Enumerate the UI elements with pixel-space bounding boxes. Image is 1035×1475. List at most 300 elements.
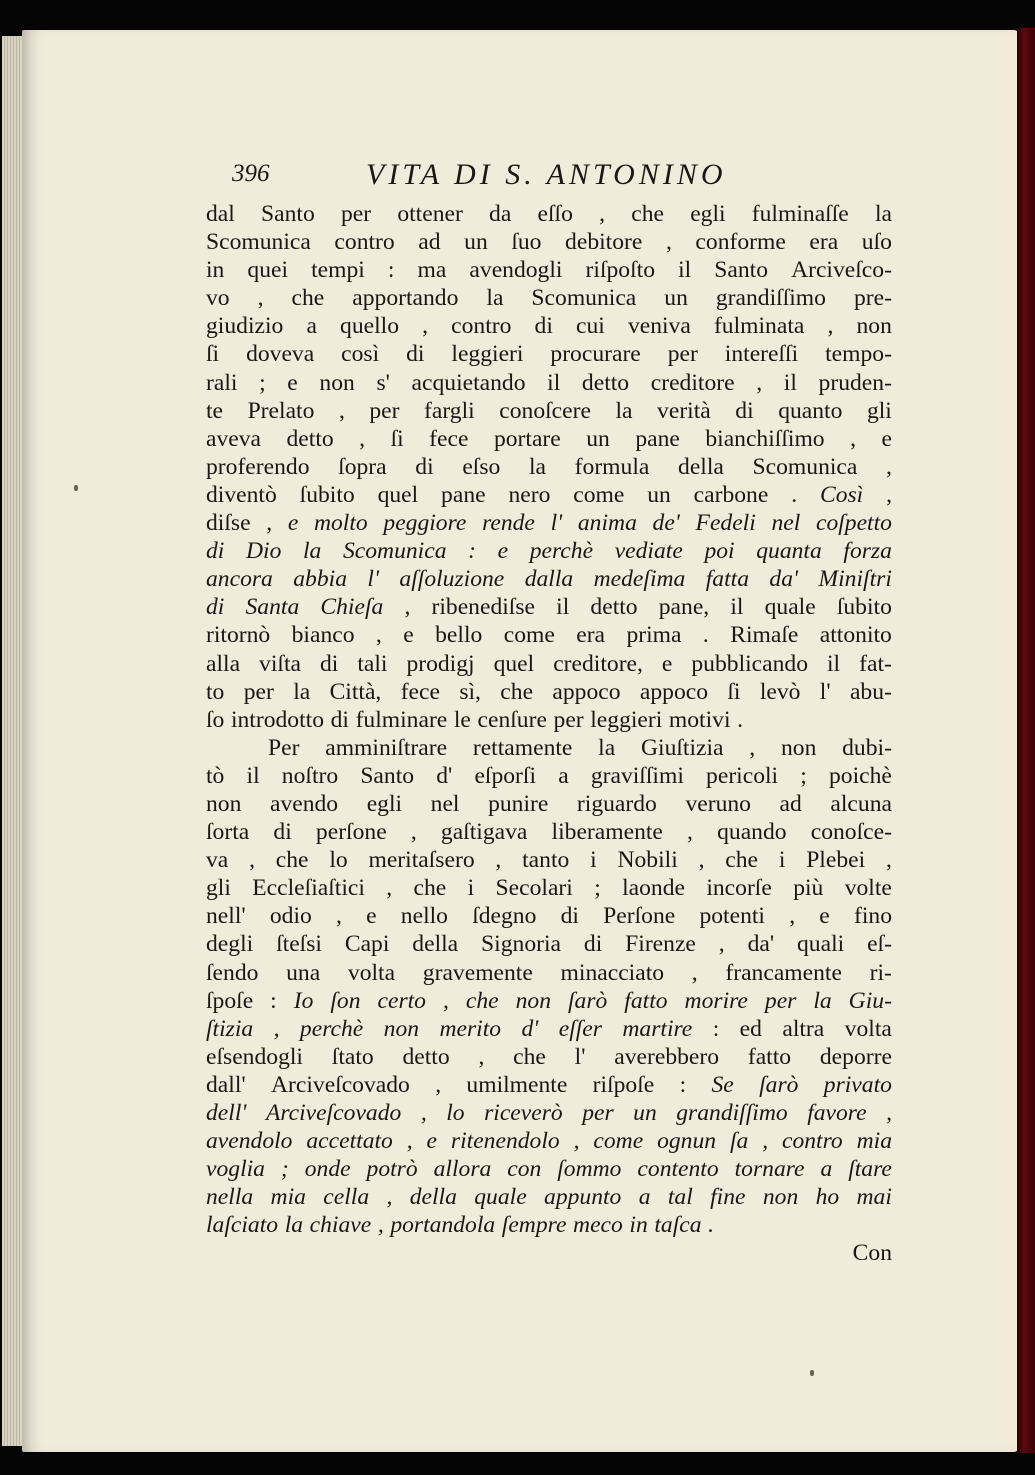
word: Plebei — [806, 847, 866, 874]
word: eſ- — [867, 931, 892, 958]
word: da' — [747, 931, 775, 958]
page-header — [232, 158, 832, 194]
word: carbone — [693, 481, 769, 508]
word: ed — [739, 1015, 762, 1042]
running-title: VITA DI S. ANTONINO — [366, 158, 727, 191]
word: contento — [637, 1156, 719, 1183]
word: quali — [797, 931, 845, 958]
word: mia — [856, 1128, 892, 1155]
word: rettamente — [472, 734, 573, 761]
word: fatta — [705, 566, 750, 593]
word: giudizio — [206, 313, 284, 340]
word: liberamente — [551, 819, 663, 846]
word: : — [712, 1015, 720, 1042]
word: Io — [293, 987, 314, 1014]
word: anima — [577, 510, 637, 537]
word: ſa — [729, 1128, 749, 1155]
word: ottener — [397, 201, 463, 227]
word: e — [497, 538, 509, 565]
word: nella — [206, 1184, 254, 1211]
word: era — [576, 622, 606, 649]
word: aſſoluzione — [399, 566, 505, 593]
word: e — [881, 425, 892, 452]
word: allora — [433, 1156, 492, 1183]
text-line — [206, 369, 892, 397]
word: acquietando — [411, 369, 526, 396]
word: , — [495, 847, 502, 874]
word: per — [553, 706, 584, 733]
word: i — [590, 847, 597, 874]
word: . — [708, 1212, 715, 1239]
word: viſta — [259, 650, 301, 677]
word: avendolo — [206, 1128, 293, 1155]
word: francamente — [725, 959, 842, 986]
word: che — [500, 678, 534, 705]
word: eſporſi — [474, 762, 537, 789]
word: , — [698, 847, 705, 874]
word: e — [287, 369, 298, 396]
word: , — [827, 313, 834, 340]
word: creditore, — [553, 650, 643, 677]
text-line — [206, 874, 892, 902]
text-line — [206, 565, 892, 593]
word: la — [303, 538, 322, 565]
word: tempi — [311, 257, 365, 284]
word: un — [647, 481, 671, 508]
word: ſubito — [836, 594, 892, 621]
text-line — [206, 397, 892, 425]
word: chiave — [309, 1212, 372, 1239]
word: , — [599, 201, 606, 227]
catchword: Con — [852, 1240, 892, 1267]
word: ſubito — [299, 481, 355, 508]
word: Se — [711, 1071, 734, 1098]
word: non — [383, 1015, 420, 1042]
word: il — [556, 594, 570, 621]
word: , — [478, 1043, 485, 1070]
word: Secolari — [495, 875, 573, 902]
word: morire — [684, 987, 748, 1014]
word: a — [638, 1184, 651, 1211]
word: amminiſtrare — [325, 734, 448, 761]
word: Firenze — [625, 931, 696, 958]
word: , — [718, 931, 725, 958]
word: ; — [594, 875, 601, 902]
word: pane — [441, 481, 486, 508]
word: Arciveſcovado — [270, 1071, 410, 1098]
word: , — [359, 425, 366, 452]
text-line — [206, 762, 892, 790]
word: medeſima — [593, 566, 686, 593]
word: ſtizia — [206, 1015, 254, 1042]
word: della — [412, 931, 459, 958]
word: Signoria — [481, 931, 561, 958]
word: e — [366, 903, 377, 930]
word: quanta — [756, 538, 822, 565]
word: minacciato — [560, 959, 665, 986]
word: tali — [357, 650, 388, 677]
word: Rimaſe — [730, 622, 799, 649]
word: ſtare — [848, 1156, 892, 1183]
word: Città, — [329, 678, 382, 705]
word: ritenendolo — [450, 1128, 560, 1155]
word: privato — [823, 1071, 892, 1098]
word: il — [678, 257, 692, 284]
word: bianco — [291, 622, 355, 649]
word: era — [809, 229, 839, 256]
word: , — [410, 819, 417, 846]
word: che — [275, 847, 309, 874]
word: alcuna — [830, 790, 892, 817]
word: e — [426, 1128, 438, 1155]
word: fece — [429, 425, 469, 452]
word: quale — [764, 594, 816, 621]
word: fulminata — [713, 313, 805, 340]
word: conoſcere — [499, 397, 591, 424]
word: vo — [206, 285, 230, 312]
word: Fedeli — [695, 510, 756, 537]
word: con — [507, 1156, 542, 1183]
word: un — [586, 425, 610, 452]
text-line — [206, 902, 892, 930]
word: Arciveſcovado — [265, 1100, 402, 1126]
word: pane — [635, 425, 680, 452]
word: favore — [807, 1100, 867, 1126]
text-line — [206, 228, 892, 256]
word: Scomunica — [752, 453, 858, 480]
word: nell' — [206, 903, 246, 930]
word: abu- — [849, 678, 892, 705]
word: , — [442, 987, 449, 1014]
text-line — [206, 818, 892, 846]
word: diſse — [206, 510, 251, 537]
word: laſciato — [206, 1212, 279, 1239]
word: : — [270, 987, 277, 1014]
word: appunto — [544, 1184, 622, 1211]
word: peggiore — [383, 510, 467, 537]
word: di — [560, 903, 579, 930]
word: dal — [206, 201, 235, 227]
word: di — [319, 650, 339, 677]
word: molto — [313, 510, 368, 537]
text-line — [206, 959, 892, 987]
word: Capi — [344, 931, 390, 958]
word: , — [266, 510, 273, 537]
word: riſpoſe — [592, 1071, 655, 1098]
word: intereſſi — [724, 341, 799, 368]
word: , — [749, 734, 756, 761]
text-line — [206, 509, 892, 537]
word: cenſure — [477, 706, 547, 733]
body-text — [206, 200, 892, 1268]
word: e — [819, 903, 830, 930]
word: Nobili — [617, 847, 678, 874]
word: ſi — [390, 425, 404, 452]
word: le — [453, 706, 471, 733]
word: Scomunica — [531, 285, 637, 312]
word: grandiſſimo — [676, 1100, 788, 1126]
word: di — [273, 819, 292, 846]
word: fece — [400, 678, 440, 705]
text-line — [206, 200, 892, 228]
word: nel — [771, 510, 801, 537]
word: della — [678, 453, 724, 480]
word: meco — [573, 1212, 623, 1239]
word: Miniſtri — [818, 566, 892, 593]
word: ma — [417, 257, 447, 284]
word: . — [702, 622, 709, 649]
text-line — [206, 340, 892, 368]
text-line — [206, 1183, 892, 1211]
word: in — [629, 1212, 648, 1239]
word: perchè — [529, 538, 594, 565]
word: rali — [206, 369, 238, 396]
word: , — [406, 1128, 413, 1155]
word: di — [406, 341, 425, 368]
word: Arciveſco- — [791, 257, 892, 284]
word: fino — [853, 903, 892, 930]
word: di — [415, 453, 434, 480]
word: , — [886, 481, 892, 508]
page-number: 396 — [232, 160, 270, 187]
word: Dio — [245, 538, 282, 565]
word: per — [764, 987, 797, 1014]
word: doveva — [246, 341, 315, 368]
word: il — [827, 650, 841, 677]
word: taſca — [654, 1212, 702, 1239]
word: Scomunica — [206, 229, 311, 256]
word: l' — [367, 566, 380, 593]
word: non — [515, 987, 551, 1014]
word: che — [631, 201, 664, 227]
word: quel — [493, 650, 535, 677]
word: ad — [418, 229, 441, 256]
word: come — [593, 1128, 644, 1155]
word: di — [534, 313, 553, 340]
word: che — [513, 1043, 546, 1070]
word: per — [243, 678, 274, 705]
word: Giu- — [848, 987, 892, 1014]
word: . — [791, 481, 798, 508]
word: che — [291, 285, 325, 312]
word: attonito — [819, 622, 892, 649]
word: Perſone — [603, 903, 676, 930]
word: , — [762, 1128, 769, 1155]
word: a — [558, 762, 569, 789]
word: averebbero — [614, 1043, 720, 1070]
text-line — [206, 256, 892, 284]
word: , — [273, 1015, 280, 1042]
word: tempo- — [825, 341, 892, 368]
word: quei — [247, 257, 289, 284]
word: che — [413, 875, 447, 902]
word: motivi — [668, 706, 731, 733]
word: gli — [206, 875, 231, 902]
word: d' — [521, 1015, 539, 1042]
word: , — [386, 1184, 393, 1211]
text-line — [206, 734, 892, 762]
word: s' — [376, 369, 390, 396]
text-line — [206, 678, 892, 706]
word: l' — [819, 678, 831, 705]
text-line — [206, 1015, 892, 1043]
word: ancora — [206, 566, 273, 593]
word: ſo — [206, 706, 225, 733]
word: nero — [508, 481, 551, 508]
word: mia — [270, 1184, 306, 1211]
word: ſi — [727, 678, 741, 705]
text-line — [206, 312, 892, 340]
word: introdotto — [230, 706, 325, 733]
text-line — [206, 1099, 892, 1127]
word: a — [306, 313, 317, 340]
word: eſſo — [537, 201, 573, 227]
word: ribenediſse — [431, 594, 536, 621]
page-edges — [2, 36, 24, 1446]
word: il — [246, 762, 260, 789]
word: Chieſa — [320, 594, 384, 621]
word: poi — [704, 538, 735, 565]
word: avendo — [269, 790, 339, 817]
word: , — [338, 397, 345, 424]
word: Per — [268, 734, 300, 761]
word: dubi- — [842, 734, 892, 761]
text-line — [206, 284, 892, 312]
word: il — [547, 369, 561, 396]
word: potenti — [699, 903, 765, 930]
word: altra — [782, 1015, 825, 1042]
word: ſempre — [501, 1212, 567, 1239]
ink-speck — [810, 1370, 814, 1376]
word: detto — [581, 369, 630, 396]
word: avendogli — [469, 257, 563, 284]
word: detto — [286, 425, 334, 452]
word: de' — [652, 510, 680, 537]
word: , — [691, 959, 698, 986]
word: nello — [400, 903, 448, 930]
word: la — [528, 453, 547, 480]
word: veniva — [627, 313, 691, 340]
word: e — [661, 650, 673, 677]
word: riceverò — [484, 1100, 563, 1126]
text-line — [206, 425, 892, 453]
word: , — [756, 369, 763, 396]
word: proferendo — [206, 453, 310, 480]
word: accettato — [306, 1128, 393, 1155]
word: nel — [430, 790, 460, 817]
word: prodigj — [406, 650, 475, 677]
word: verità — [657, 397, 711, 424]
word: egli — [690, 201, 726, 227]
word: : — [387, 257, 395, 284]
word: portare — [493, 425, 561, 452]
word: to — [206, 678, 225, 705]
word: d' — [436, 762, 453, 789]
word: voglia — [206, 1156, 265, 1183]
word: uſo — [861, 229, 892, 256]
text-line — [206, 846, 892, 874]
word: contro — [334, 229, 395, 256]
word: l' — [550, 510, 563, 537]
word: debitore — [565, 229, 643, 256]
word: potrò — [366, 1156, 418, 1183]
word: ho — [815, 1184, 840, 1211]
word: volte — [844, 875, 892, 902]
word: te — [206, 397, 224, 424]
word: ſteſsi — [276, 931, 322, 958]
word: coſpetto — [815, 510, 892, 537]
word: detto — [590, 594, 638, 621]
word: , — [850, 425, 856, 452]
word: rende — [482, 510, 535, 537]
word: Santo — [360, 762, 415, 789]
word: ſpoſe — [206, 987, 254, 1014]
word: , — [404, 594, 411, 621]
text-line — [206, 1211, 892, 1239]
word: degli — [206, 931, 254, 958]
word: va — [206, 847, 229, 874]
word: punire — [488, 790, 549, 817]
word: che — [465, 987, 499, 1014]
word: volta — [347, 959, 396, 986]
text-line — [206, 930, 892, 958]
word: ; — [800, 762, 807, 789]
word: gaſtigava — [440, 819, 528, 846]
word: pubblicando — [691, 650, 809, 677]
word: come — [503, 622, 555, 649]
word: la — [598, 734, 616, 761]
word: fat- — [859, 650, 892, 677]
word: ſorta — [206, 819, 250, 846]
word: Santo — [261, 201, 315, 227]
text-line — [206, 453, 892, 481]
word: onde — [304, 1156, 351, 1183]
word: prima — [626, 622, 682, 649]
word: umilmente — [466, 1071, 568, 1098]
word: graviſſimi — [590, 762, 684, 789]
word: , — [687, 819, 693, 846]
word: non — [780, 734, 817, 761]
word: pruden- — [818, 369, 892, 396]
catchword-line — [206, 1239, 892, 1267]
word: appoco — [552, 678, 621, 705]
text-line — [206, 481, 892, 509]
word: alla — [206, 650, 241, 677]
word: la — [486, 285, 504, 312]
word: di — [583, 931, 603, 958]
word: di — [206, 538, 225, 565]
word: in — [206, 257, 225, 284]
word: ſopra — [338, 453, 387, 480]
word: ſon — [330, 987, 361, 1014]
word: sì, — [459, 678, 481, 705]
word: , — [435, 1071, 442, 1098]
word: pericoli — [706, 762, 779, 789]
text-line — [206, 650, 892, 678]
word: ſuo — [511, 229, 542, 256]
word: la — [615, 397, 633, 424]
word: conforme — [695, 229, 786, 256]
word: detto — [402, 1043, 450, 1070]
word: di — [735, 397, 754, 424]
word: non — [762, 1184, 799, 1211]
word: per — [667, 341, 698, 368]
word: non — [319, 369, 355, 396]
word: formula — [574, 453, 650, 480]
text-line — [206, 1155, 892, 1183]
word: Scomunica — [342, 538, 447, 565]
word: non — [206, 790, 242, 817]
